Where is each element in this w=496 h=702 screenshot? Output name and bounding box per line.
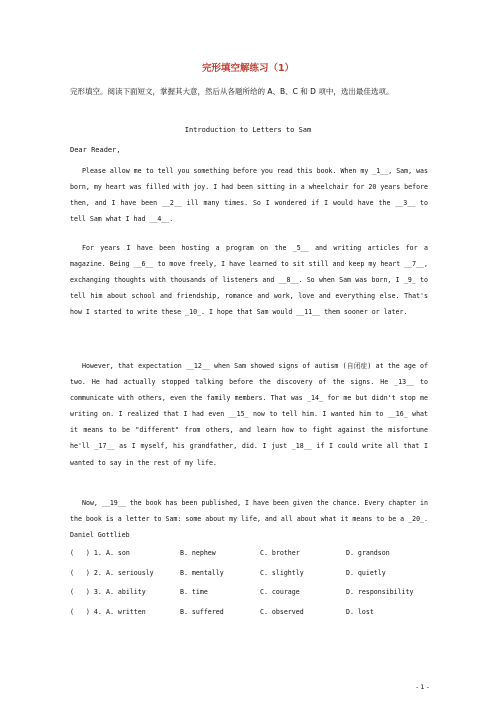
paragraph-3: However, that expectation __12__ when Sam showed signs of autism (自闭症) at the age of two. He had actually stopped talking before the discovery of the signs. He _13__ to communicate with others, even the family members. That was _14_ for me but didn't stop me writing on. I realized that I had even __15_ now to tell him. I wanted him to __16_ what it means to be "different" from others, and learn how to fight against the misfortune he'll _17__ as I myself, his grandfather, did. I just _18__ if I could write all that I wanted to say in the rest of my life. bbox=[70, 362, 428, 467]
paragraph-1: Please allow me to tell you something before you read this book. When my _1__, Sam, was born, my heart was filled with joy. I had been sitting in a wheelchair for 20 years before then, and I have been __2__ ill many times. So I wondered if I would have the __3__ to tell Sam what I had __4__. bbox=[70, 167, 428, 224]
answer-bracket: ( ) 1. bbox=[70, 549, 102, 557]
option-b: B. nephew bbox=[180, 549, 216, 557]
option-c: C. brother bbox=[260, 549, 300, 557]
option-b: B. suffered bbox=[180, 607, 224, 616]
page-title: 完形填空解练习（1） bbox=[201, 63, 295, 74]
option-b: B. mentally bbox=[180, 568, 224, 577]
option-a: A. son bbox=[106, 549, 130, 557]
option-row-2 bbox=[70, 568, 386, 589]
option-row-3 bbox=[70, 588, 414, 608]
option-b: B. time bbox=[180, 588, 208, 596]
option-row-4 bbox=[70, 607, 374, 628]
option-a: A. ability bbox=[106, 588, 146, 596]
option-c: C. courage bbox=[260, 588, 300, 596]
option-d: D. lost bbox=[346, 607, 374, 616]
option-a: A. seriously bbox=[106, 568, 154, 577]
page-number: - 1 - bbox=[416, 683, 429, 691]
option-c: C. observed bbox=[260, 607, 304, 616]
passage-title: Introduction to Letters to Sam bbox=[184, 126, 312, 134]
option-c: C. slightly bbox=[260, 568, 304, 577]
options-list bbox=[70, 549, 414, 627]
option-d: D. grandson bbox=[346, 549, 390, 557]
option-d: D. quietly bbox=[346, 568, 386, 577]
option-row-1 bbox=[70, 549, 390, 569]
paragraph-2: For years I have been hosting a program on the _5__ and writing articles for a magazine. Being __6__ to move freely, I have learned to sit still and keep my heart __7__, exchanging thoughts with thousands of listeners and __8__. So when Sam was born, I _9_ to tell him about school and friendship, romance and work, love and everything else. That's how I started to write these _10_. I hope that Sam would __11__ them sooner or later. bbox=[70, 244, 428, 317]
option-a: A. written bbox=[106, 607, 146, 616]
answer-bracket: ( ) 4. bbox=[70, 607, 102, 616]
greeting: Dear Reader, bbox=[70, 146, 121, 154]
option-d: D. responsibility bbox=[346, 588, 414, 596]
paragraph-4: Now, __19__ the book has been published, I have been given the chance. Every chapter in the book is a letter to Sam: some about my life, and all about what it means to be a _20_. Daniel Gottlieb bbox=[70, 499, 428, 540]
answer-bracket: ( ) 3. bbox=[70, 588, 102, 596]
answer-bracket: ( ) 2. bbox=[70, 568, 102, 577]
instructions: 完形填空。阅读下面短文，掌握其大意，然后从各题所给的 A、B、C 和 D 项中，选出最佳选项。 bbox=[70, 87, 394, 96]
